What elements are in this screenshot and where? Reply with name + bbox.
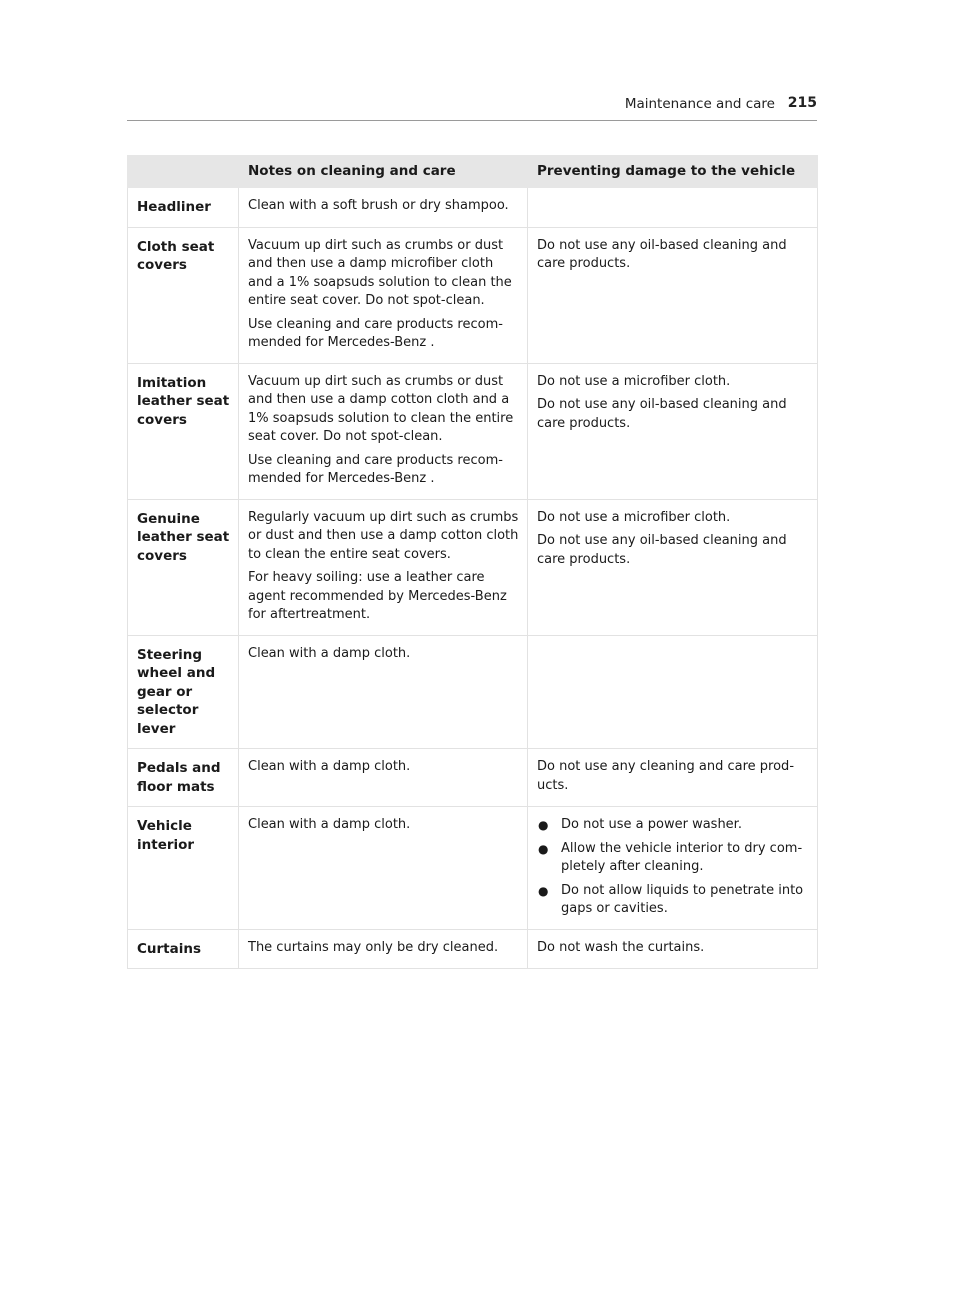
prevent-cell [528,363,818,499]
prevent-cell [528,749,818,807]
prevent-text: Do not use any oil-based cleaning and care products. [537,397,787,431]
prevent-cell [528,188,818,228]
notes-cell [239,188,528,228]
table-row [128,363,818,499]
section-title: Maintenance and care [624,96,775,112]
notes-cell [239,227,528,363]
bullet-text: Do not use a power washer. [561,817,742,832]
notes-text: Clean with a soft brush or dry shampoo. [248,198,509,213]
prevent-cell [528,807,818,930]
notes-text: Clean with a damp cloth. [248,817,411,832]
table-row [128,499,818,635]
table-row [128,929,818,969]
table-row [128,807,818,930]
bullet-icon: ● [538,841,549,856]
notes-text: The curtains may only be dry cleaned. [248,939,499,955]
prevent-text: Do not use any oil-based cleaning and care products. [537,533,787,567]
prevent-cell [528,929,818,969]
list-item [537,816,809,835]
prevent-cell [528,227,818,363]
column-header-notes: Notes on cleaning and care [239,156,528,188]
prevent-text: Do not wash the curtains. [537,939,705,955]
list-item [537,840,809,877]
page-number: 215 [787,95,817,111]
prevent-bullet-list [537,816,809,919]
notes-cell [239,499,528,635]
notes-text: Regularly vacuum up dirt such as crumbs or dust and then use a damp cotton cloth to clean the entire seat covers. [248,509,519,562]
notes-cell [239,635,528,749]
row-label: Steering wheel and gear or selector lever [128,635,239,749]
table-row [128,227,818,363]
cleaning-care-table [127,155,818,969]
row-label: Imitation leather seat covers [128,363,239,499]
bullet-icon: ● [538,818,549,832]
column-header-prevent: Preventing damage to the vehicle [528,156,818,188]
prevent-text: Do not use any oil-based cleaning and care products. [537,237,787,271]
bullet-icon: ● [538,883,549,898]
prevent-text: Do not use a microfiber cloth. [537,373,731,389]
table-header-row [128,156,818,188]
row-label: Vehicle interior [128,807,239,930]
table-row [128,749,818,807]
row-label: Pedals and floor mats [128,749,239,807]
row-label: Genuine leather seat covers [128,499,239,635]
table-row [128,635,818,749]
prevent-text: Do not use a microfiber cloth. [537,509,731,525]
row-label: Curtains [128,929,239,969]
prevent-cell [528,499,818,635]
list-item [537,882,809,919]
table-row [128,188,818,228]
prevent-text: Do not use any cleaning and care products. [537,759,795,793]
notes-cell [239,929,528,969]
notes-text: Use cleaning and care products recommended for Mercedes-Benz . [248,452,503,486]
bullet-text: Do not allow liquids to penetrate into gaps or cavities. [561,882,804,916]
row-label: Headliner [128,188,239,228]
notes-cell [239,363,528,499]
notes-text: Use cleaning and care products recommended for Mercedes-Benz . [248,316,503,350]
notes-text: Clean with a damp cloth. [248,645,411,661]
notes-text: Clean with a damp cloth. [248,759,411,774]
notes-cell [239,807,528,930]
column-header-component [128,156,239,188]
page-header [127,92,817,121]
row-label: Cloth seat covers [128,227,239,363]
notes-cell [239,749,528,807]
bullet-text: Allow the vehicle interior to dry completely after cleaning. [561,840,803,874]
notes-text: For heavy soiling: use a leather care agent recommended by Mercedes-Benz for aftertreatment. [248,570,507,622]
prevent-cell [528,635,818,749]
notes-text: Vacuum up dirt such as crumbs or dust and then use a damp cotton cloth and a 1% soapsuds solution to clean the entire seat cover. Do not spot-clean. [248,373,514,444]
notes-text: Vacuum up dirt such as crumbs or dust and then use a damp microfiber cloth and a 1% soapsuds solution to clean the entire seat cover. Do not spot-clean. [248,237,512,308]
